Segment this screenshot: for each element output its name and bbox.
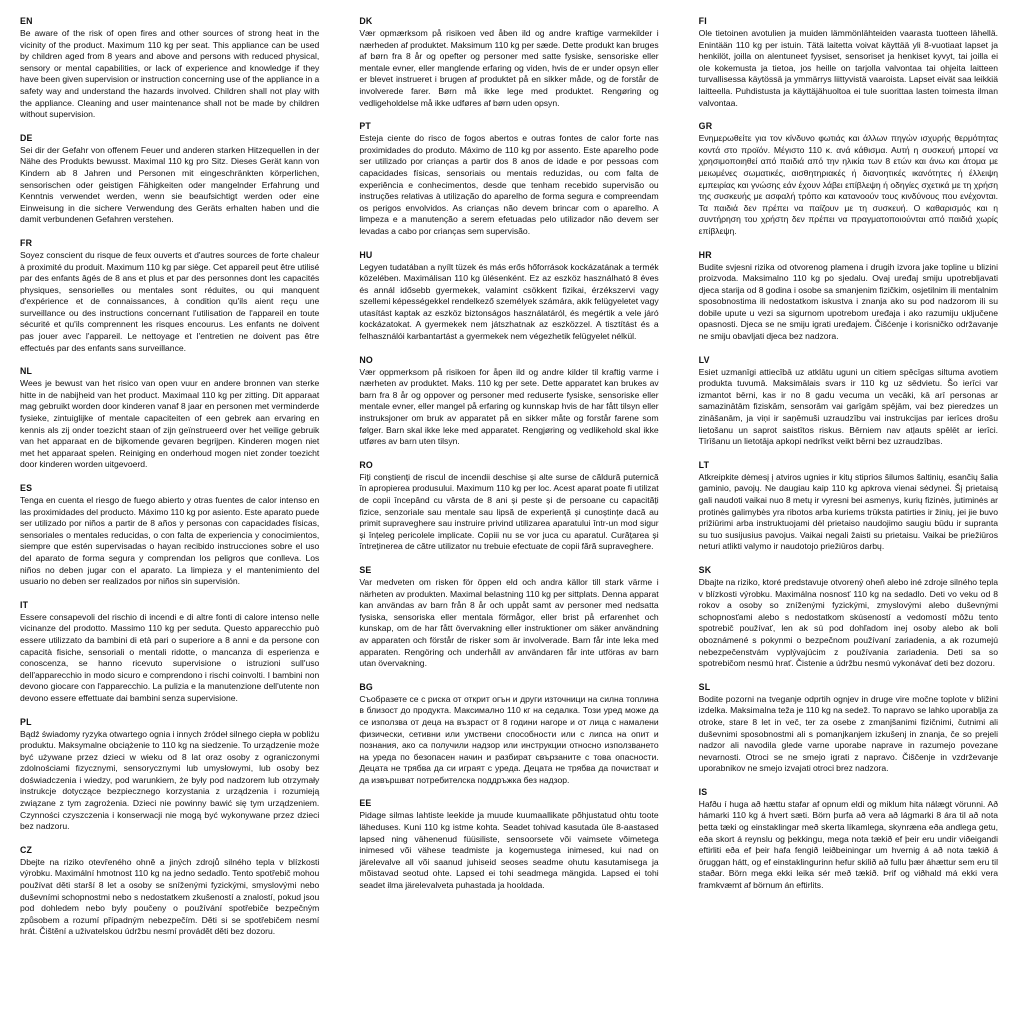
lang-heading-pt: PT (359, 121, 371, 132)
lang-text-cz: Dbejte na riziko otevřeného ohně a jiných zdrojů silného tepla v blízkosti výrobku. Maximální hmotnost 110 kg na jedno sedadlo. Tento spotřebič mohou používat děti starší 8 let a osoby se sníženými fyzickými, smyslovými nebo duševními schopnostmi nebo s nedostatkem zkušeností a znalostí, pokud jsou pod dohledem nebo byly poučeny o používání spotřebiče bezpečným způsobem a rozumí případným nebezpečím. Děti si se spotřebičem nesmí hrát. Čištění a uživatelskou údržbu nesmí provádět děti bez dozoru. (20, 856, 320, 937)
lang-heading-ro: RO (359, 459, 373, 470)
lang-heading-se: SE (359, 564, 372, 575)
lang-section-es (20, 483, 319, 588)
lang-section-ro (359, 460, 658, 553)
lang-text-se: Var medveten om risken för öppen eld och andra källor till stark värme i närheten av produkten. Maximal belastning 110 kg per sittplats. Denna apparat kan användas av barn från 8 år och uppåt samt av personer med nedsatta fysiska, sensoriska eller mentala förmågor, eller brist på erfarenhet och kunskap, om de har fått övervakning eller instruktioner om säker användning av apparaten och förstår de risker som är involverade. Barn får inte leka med apparaten. Rengöring och underhåll av användaren får inte utföras av barn utan övervakning. (359, 576, 659, 669)
lang-heading-no: NO (359, 354, 373, 365)
lang-section-no (359, 355, 658, 448)
lang-text-dk: Vær opmærksom på risikoen ved åben ild og andre kraftige varmekilder i nærheden af produktet. Maksimum 110 kg per sæde. Dette produkt kan bruges af børn fra 8 år og opefter og personer med satte fysiske, sensoriske eller mentale evner, eller manglende erfaring og viden, hvis de er under opsyn eller er blevet instrueret i brugen af produktet på en sikker måde, og de forstår de involverede farer. Børn må ikke lege med produktet. Rengøring og vedligeholdelse må ikke udføres af børn uden opsyn. (359, 28, 659, 108)
lang-section-hu (359, 250, 658, 343)
lang-text-sl: Bodite pozorni na tveganje odprtih ognjev in druge vire močne toplote v bližini izdelka. Maksimalna teža je 110 kg na sedež. To napravo se lahko uporablja za otroke, stare 8 let in več, ter za osebe z zmanjšanimi fizičnimi, čutnimi ali duševnimi sposobnostmi ali s pomanjkanjem izkušenj in znanja, če so prejeli nadzor ali navodila glede varne uporabe naprave in razumejo povezane nevarnosti. Otroci se ne smejo igrati z napravo. Čiščenje in vzdrževanje uporabnikov ne smejo izvajati otroci brez nadzora. (698, 693, 998, 774)
lang-heading-es: ES (20, 483, 33, 493)
lang-text-de: Sei dir der Gefahr von offenem Feuer und anderen starken Hitzequellen in der Nähe des Produkts bewusst. Maximal 110 kg pro Sitz. Dieses Gerät kann von Kindern ab 8 Jahren und Personen mit eingeschränkten körperlichen, sensorischen oder geistigen Fähigkeiten oder mangelnder Erfahrung und Kenntnis verwendet werden, wenn sie beaufsichtigt werden oder eine Einweisung in die sichere Verwendung des Geräts erhalten haben und die damit verbundenen Gefahren verstehen. (20, 144, 320, 225)
lang-text-hr: Budite svjesni rizika od otvorenog plamena i drugih izvora jake topline u blizini proizvoda. Maksimalno 110 kg po sjedalu. Ovaj uređaj smiju upotrebljavati djeca starija od 8 godina i osobe sa smanjenim fizičkim, osjetilnim ili mentalnim sposobnostima ili nedostatkom iskustva i znanja ako su pod nadzorom ili su dobile upute u vezi sa sigurnom upotrebom uređaja i ako razumiju uključene opasnosti. Djeca se ne smiju igrati uređajem. Čišćenje i korisničko održavanje ne smiju obavljati djeca bez nadzora. (698, 261, 998, 342)
lang-section-sk (699, 565, 998, 670)
lang-heading-cz: CZ (20, 844, 33, 855)
lang-text-fr: Soyez conscient du risque de feux ouverts et d'autres sources de forte chaleur à proximité du produit. Maximum 110 kg par siège. Cet appareil peut être utilisé par des enfants âgés de 8 ans et plus et par des personnes dont les capacités physiques, sensorielles ou mentales sont réduites, ou qui manquent d'expérience et de connaissances, à condition qu'ils aient reçu une surveillance ou des instructions concernant l'utilisation de l'appareil en toute sécurité et qu'ils comprennent les risques encourus. Les enfants ne doivent pas jouer avec l'appareil. Le nettoyage et l'entretien ne doivent pas être effectués par des enfants sans surveillance. (20, 249, 320, 353)
lang-section-hr (699, 250, 998, 343)
lang-section-cz (20, 845, 319, 938)
lang-text-ro: Fiți conștienți de riscul de incendii deschise și alte surse de căldură puternică în apropierea produsului. Maximum 110 kg per loc. Acest aparat poate fi utilizat de copii începând cu vârsta de 8 ani și peste și de persoane cu capacități fizice, senzoriale sau mentale sau lipsă de experiență și cunoștințe dacă au primit supraveghere sau instruire privind utilizarea aparatului într-un mod sigur și înțeleg pericolele implicate. Copiii nu se vor juca cu aparatul. Curățarea și întreținerea de către utilizator nu trebuie efectuate de copii fără supraveghere. (359, 471, 659, 552)
lang-heading-fr: FR (20, 237, 33, 248)
lang-text-lt: Atkreipkite dėmesį į atviros ugnies ir kitų stiprios šilumos šaltinių, esančių šalia gaminio, pavojų. Ne daugiau kaip 110 kg apkrova vienai sėdynei. Šį prietaisą gali naudoti vaikai nuo 8 metų ir vyresni bei asmenys, kurių fizinės, jutiminės ar protinės galimybės yra ribotos arba kuriems trūksta patirties ir žinių, jei jie buvo prižiūrimi arba instruktuojami dėl prietaiso naudojimo saugiu būdu ir supranta su tuo susijusius pavojus. Vaikai negali žaisti su prietaisu. Vaikai be priežiūros neturi atlikti valymo ir naudotojo priežiūros darbų. (698, 471, 998, 552)
lang-section-fi (699, 16, 998, 109)
column-middle (359, 16, 658, 1024)
lang-text-es: Tenga en cuenta el riesgo de fuego abierto y otras fuentes de calor intenso en las proximidades del producto. Máximo 110 kg por asiento. Este aparato puede ser utilizado por niños a partir de 8 años y personas con capacidades físicas, sensoriales o mentales reducidas, o con falta de experiencia y conocimientos, siempre que estén supervisadas o hayan recibido instrucciones sobre el uso del aparato de forma segura y comprendan los peligros que conlleva. Los niños no deben jugar con el aparato. La limpieza y el mantenimiento del usuario no deben ser realizados por niños sin supervisión. (20, 495, 320, 587)
lang-section-fr (20, 238, 319, 354)
lang-text-hu: Legyen tudatában a nyílt tüzek és más erős hőforrások kockázatának a termék közelében. Maximálisan 110 kg ülésenként. Ez az eszköz használható 8 éves és annál idősebb gyermekek, valamint csökkent fizikai, érzékszervi vagy szellemi képességekkel rendelkező személyek számára, akik felügyeletet vagy utasítást kaptak az eszköz biztonságos használatáról, és megértik a vele járó kockázatokat. A gyermekek nem játszhatnak az eszközzel. A tisztítást és a felhasználói karbantartást a gyermekek nem végezhetik felügyelet nélkül. (359, 261, 659, 342)
lang-text-no: Vær oppmerksom på risikoen for åpen ild og andre kilder til kraftig varme i nærheten av produktet. Maks. 110 kg per sete. Dette apparatet kan brukes av barn fra 8 år og oppover og personer med reduserte fysiske, sensoriske eller mentale evner, eller mangel på erfaring og kunnskap hvis de har fått tilsyn eller instruksjoner om bruk av apparatet på en sikker måte og forstår farene som følger. Barn skal ikke leke med apparatet. Rengjøring og vedlikehold skal ikke utføres av barn uten tilsyn. (359, 366, 659, 447)
lang-text-is: Hafðu í huga að hættu stafar af opnum eldi og miklum hita nálægt vörunni. Að hámarki 110 kg á hvert sæti. Börn þurfa að vera að lágmarki 8 ára til að nota þetta tæki og einstaklingar með skerta líkamlega, skynræna eða andlega getu, eða skort á reynslu og þekkingu, mega nota tækið ef þeir eru undir viðeigandi eftirliti eða ef þeir hafa fengið leiðbeiningar um hvernig á að nota tækið á öruggan hátt, og ef einstaklingurinn hefur skilið að fullu þær áhættur sem eru til staðar. Börn mega ekki leika sér með tækið. Þrif og viðhald má ekki vera framkvæmt af börnum án eftirlits. (698, 798, 998, 891)
lang-section-lv (699, 355, 998, 448)
lang-heading-lt: LT (698, 459, 710, 470)
lang-section-en (20, 16, 319, 121)
lang-text-pt: Esteja ciente do risco de fogos abertos e outras fontes de calor forte nas proximidades do produto. Máximo de 110 kg por assento. Este aparelho pode ser utilizado por crianças a partir dos 8 anos de idade e por pessoas com capacidades físicas, sensoriais ou mentais reduzidas, ou com falta de experiência e conhecimentos, desde que tenham recebido supervisão ou instruções relativas à utilização do aparelho de forma segura e compreendam os perigos envolvidos. As crianças não devem brincar com o aparelho. A limpeza e a manutenção a serem efetuadas pelo utilizador não devem ser levadas a cabo por crianças sem supervisão. (359, 133, 659, 236)
lang-heading-pl: PL (20, 716, 32, 727)
lang-text-bg: Съобразете се с риска от открит огън и други източници на силна топлина в близост до продукта. Максимално 110 кг на седалка. Този уред може да се използва от деца на възраст от 8 години нагоре и от лица с намалени физически, сетивни или умствени способности или с липса на опит и познания, ако са получили надзор или инструкции относно използването на уреда по безопасен начин и разбират свързаните с това опасности. Децата не трябва да си играят с уреда. Децата не трябва да почистват и да извършват потребителска поддръжка без надзор. (359, 693, 659, 785)
lang-section-pt (359, 121, 658, 237)
lang-heading-sk: SK (698, 564, 712, 575)
lang-section-ee (359, 798, 658, 891)
lang-heading-de: DE (20, 132, 33, 143)
lang-text-it: Essere consapevoli del rischio di incendi e di altre fonti di calore intenso nelle vicinanze del prodotto. Massimo 110 kg per seduta. Questo apparecchio può essere utilizzato da bambini di età pari o superiore a 8 anni e da persone con capacità fisiche, sensoriali o mentali ridotte, o mancanza di esperienza e conoscenza, se hanno ricevuto supervisione o istruzioni sull'uso dell'apparecchio in modo sicuro e comprendono i rischi coinvolti. I bambini non devono giocare con l'apparecchio. La pulizia e la manutenzione dell'utente non devono essere effettuate dai bambini senza supervisione. (20, 611, 320, 703)
lang-section-sl (699, 682, 998, 775)
lang-heading-en: EN (20, 16, 33, 26)
lang-section-bg (359, 682, 658, 787)
lang-text-sk: Dbajte na riziko, ktoré predstavuje otvorený oheň alebo iné zdroje silného tepla v blízkosti výrobku. Maximálna nosnosť 110 kg na sedadlo. Deti vo veku od 8 rokov a osoby so zníženými fyzickými, zmyslovými alebo duševnými schopnosťami alebo s nedostatkom skúseností a vedomostí môžu tento spotrebič používať, len ak sú pod dohľadom inej osoby alebo ak boli oboznámené s pokynmi o bezpečnom používaní zariadenia, a ak rozumejú nebezpečenstvám vyplývajúcim z používania zariadenia. Deti sa so spotrebičom nesmú hrať. Čistenie a údržbu nesmú vykonávať deti bez dozoru. (698, 576, 998, 669)
lang-heading-lv: LV (698, 354, 710, 365)
lang-text-gr: Ενημερωθείτε για τον κίνδυνο φωτιάς και άλλων πηγών ισχυρής θερμότητας κοντά στο προϊόν. Μέγιστο 110 κ. ανά κάθισμα. Αυτή η συσκευή μπορεί να χρησιμοποιηθεί από παιδιά από την ηλικία των 8 ετών και άνω και άτομα με μειωμένες σωματικές, αισθητηριακές ή διανοητικές ικανότητες ή έλλειψη εμπειρίας και γνώσης εάν έχουν λάβει επίβλεψη ή οδηγίες σχετικά με τη χρήση της συσκευής με ασφαλή τρόπο και κατανοούν τους κινδύνους που ενέχονται. Τα παιδιά δεν πρέπει να παίζουν με τη συσκευή. Ο καθαρισμός και η συντήρηση του χρήστη δεν πρέπει να πραγματοποιούνται από παιδιά χωρίς επίβλεψη. (698, 133, 998, 236)
lang-text-nl: Wees je bewust van het risico van open vuur en andere bronnen van sterke hitte in de nabijheid van het product. Maximaal 110 kg per zitting. Dit apparaat mag gebruikt worden door kinderen vanaf 8 jaar en personen met verminderde fysieke, zintuiglijke of mentale capaciteiten of een gebrek aan ervaring en kennis als zij onder toezicht staan of zijn geïnstrueerd over het veilige gebruik van het apparaat en de bijkomende gevaren begrijpen. Kinderen mogen niet met het apparaat spelen. Reiniging en onderhoud mogen niet zonder toezicht door kinderen worden uitgevoerd. (20, 378, 320, 470)
column-right (699, 16, 998, 1024)
lang-heading-dk: DK (359, 16, 373, 26)
lang-text-fi: Ole tietoinen avotulien ja muiden lämmönlähteiden vaarasta tuotteen lähellä. Enintään 110 kg per istuin. Tätä laitetta voivat käyttää yli 8-vuotiaat lapset ja henkilöt, joilla on alentuneet fyysiset, sensoriset ja henkiset kyvyt, tai joilla ei ole kokemusta ja tietoa, jos heille on tarjolla valvontaa tai ohjeita laitteen turvallisessa käytössä ja ymmärrys liittyvistä vaaroista. Lapset eivät saa leikkiä laitteella. Puhdistusta ja käyttäjähuoltoa ei tule suorittaa lasten toimesta ilman valvontaa. (698, 28, 998, 108)
lang-section-lt (699, 460, 998, 553)
lang-text-pl: Bądź świadomy ryzyka otwartego ognia i innych źródeł silnego ciepła w pobliżu produktu. Maksymalne obciążenie to 110 kg na siedzenie. To urządzenie może być używane przez dzieci w wieku od 8 lat oraz osoby z ograniczonymi zdolnościami fizycznymi, sensorycznymi lub umysłowymi, lub osoby bez doświadczenia i wiedzy, pod warunkiem, że były pod nadzorem lub otrzymały instrukcje dotyczące bezpiecznego korzystania z urządzenia i rozumieją związane z tym zagrożenia. Dzieci nie powinny bawić się tym urządzeniem. Czynności czyszczenia i konserwacji nie mogą być wykonywane przez dzieci bez nadzoru. (20, 728, 320, 832)
lang-heading-it: IT (20, 599, 29, 610)
lang-heading-bg: BG (359, 681, 373, 692)
lang-section-it (20, 600, 319, 705)
lang-section-de (20, 133, 319, 226)
lang-heading-is: IS (698, 786, 708, 797)
lang-section-nl (20, 366, 319, 471)
lang-section-pl (20, 717, 319, 833)
lang-section-se (359, 565, 658, 670)
lang-heading-ee: EE (359, 798, 372, 809)
lang-heading-hr: HR (698, 249, 712, 260)
lang-heading-sl: SL (698, 681, 711, 692)
lang-section-dk (359, 16, 658, 109)
lang-section-is (699, 787, 998, 892)
column-left (20, 16, 319, 1024)
lang-text-ee: Pidage silmas lahtiste leekide ja muude kuumaallikate põhjustatud ohtu toote läheduses. Kuni 110 kg istme kohta. Seadet tohivad kasutada üle 8-aastased lapsed ning vähenenud füüsiliste, sensoorsete või vaimsete võimetega inimesed või vähese teadmiste ja kogemustega inimesed, kui nad on järelevalve all või saanud juhiseid seoses seadme ohutu kasutamisega ja mõistavad seotud ohte. Lapsed ei tohi seadmega mängida. Lapsed ei tohi seadet ilma järelevalveta puhastada ja hooldada. (359, 810, 659, 891)
lang-heading-nl: NL (20, 366, 33, 377)
lang-heading-hu: HU (359, 249, 373, 260)
lang-text-lv: Esiet uzmanīgi attiecībā uz atklātu uguni un citiem spēcīgas siltuma avotiem produkta tuvumā. Maksimālais svars ir 110 kg uz sēdvietu. Šo ierīci var izmantot bērni, kas ir no 8 gadu vecuma un vecāki, kā arī personas ar samazinātām fiziskām, sensorām vai garīgām spējām, vai bez pieredzes un zināšanām, ja viņi ir saņēmuši uzraudzību vai instrukcijas par ierīces drošu lietošanu un saprot saistītos riskus. Bērniem nav atļauts spēlēt ar ierīci. Tīrīšanu un lietotāja apkopi nedrīkst veikt bērni bez uzraudzības. (698, 366, 998, 447)
lang-heading-gr: GR (698, 121, 713, 132)
lang-section-gr (699, 121, 998, 237)
lang-heading-fi: FI (698, 16, 707, 26)
lang-text-en: Be aware of the risk of open fires and other sources of strong heat in the vicinity of the product. Maximum 110 kg per seat. This appliance can be used by children aged from 8 years and above and persons with reduced physical, sensory or mental capabilities, or lack of experience and knowledge if they have been given supervision or instruction concerning use of the appliance in a safety way and understand the hazards involved. Children shall not play with the appliance. Cleaning and user maintenance shall not be made by children without supervision. (20, 28, 320, 120)
